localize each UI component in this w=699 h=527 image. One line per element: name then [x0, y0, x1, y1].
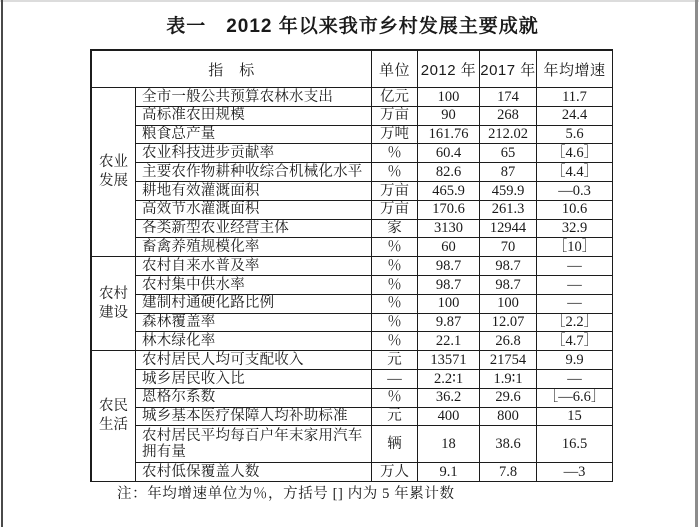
group-label-cell	[92, 351, 136, 482]
group-label-cell	[92, 257, 136, 351]
value-2017-cell: 21754	[480, 351, 537, 370]
unit-cell: ％	[372, 314, 418, 333]
header-indicator: 指 标	[92, 51, 372, 88]
unit-cell: ％	[372, 163, 418, 182]
table-row	[92, 182, 613, 201]
value-2017-cell: 261.3	[480, 201, 537, 220]
value-2012-cell: 98.7	[418, 276, 480, 295]
value-2017-cell: 459.9	[480, 182, 537, 201]
value-2017-cell: 12.07	[480, 314, 537, 333]
group-label: 农业发展	[99, 154, 128, 190]
indicator-cell: 农村居民平均每百户年末家用汽车拥有量	[136, 426, 372, 463]
table-row	[92, 238, 613, 257]
growth-cell: ［4.4］	[537, 163, 613, 182]
growth-cell: 11.7	[537, 88, 613, 107]
footnote: 注：年均增速单位为％，方括号 [] 内为 5 年累计数	[117, 486, 455, 502]
table-row	[92, 351, 613, 370]
unit-cell: 万人	[372, 463, 418, 482]
value-2012-cell: 3130	[418, 220, 480, 239]
indicator-cell: 森林覆盖率	[136, 314, 372, 333]
unit-cell: ％	[372, 257, 418, 276]
value-2012-cell: 22.1	[418, 332, 480, 351]
group-label-cell	[92, 88, 136, 257]
growth-cell: —	[537, 295, 613, 314]
indicator-cell: 高效节水灌溉面积	[136, 201, 372, 220]
value-2012-cell: 465.9	[418, 182, 480, 201]
unit-cell: ％	[372, 144, 418, 163]
value-2017-cell: 38.6	[480, 426, 537, 463]
page-title: 表一 2012 年以来我市乡村发展主要成就	[166, 16, 539, 37]
unit-cell: 亿元	[372, 88, 418, 107]
table-row	[92, 201, 613, 220]
group-label: 农民生活	[99, 398, 128, 433]
table-row	[92, 314, 613, 333]
indicator-cell: 恩格尔系数	[136, 389, 372, 408]
value-2017-cell: 1.9∶1	[480, 370, 537, 389]
table-row	[92, 389, 613, 408]
indicator-cell: 高标准农田规模	[136, 107, 372, 126]
table-row	[92, 463, 613, 482]
achievements-table-wrap	[90, 49, 613, 482]
value-2017-cell: 800	[480, 408, 537, 427]
table-row	[92, 370, 613, 389]
group-label: 农村建设	[99, 285, 128, 321]
indicator-cell: 农村低保覆盖人数	[136, 463, 372, 482]
value-2017-cell: 87	[480, 163, 537, 182]
value-2012-cell: 60.4	[418, 144, 480, 163]
header-row	[92, 51, 613, 88]
value-2012-cell: 170.6	[418, 201, 480, 220]
value-2012-cell: 13571	[418, 351, 480, 370]
growth-cell: 32.9	[537, 220, 613, 239]
growth-cell: —3	[537, 463, 613, 482]
indicator-cell: 城乡居民收入比	[136, 370, 372, 389]
unit-cell: 辆	[372, 426, 418, 463]
table-row	[92, 295, 613, 314]
indicator-cell: 农村居民人均可支配收入	[136, 351, 372, 370]
unit-cell: 家	[372, 220, 418, 239]
growth-cell: 5.6	[537, 126, 613, 145]
table-row	[92, 144, 613, 163]
growth-cell: ［4.7］	[537, 332, 613, 351]
unit-cell: 万吨	[372, 126, 418, 145]
unit-cell: ％	[372, 332, 418, 351]
indicator-cell: 主要农作物耕种收综合机械化水平	[136, 163, 372, 182]
growth-cell: ［—6.6］	[537, 389, 613, 408]
value-2012-cell: 9.1	[418, 463, 480, 482]
indicator-cell: 全市一般公共预算农林水支出	[136, 88, 372, 107]
value-2012-cell: 90	[418, 107, 480, 126]
growth-cell: 10.6	[537, 201, 613, 220]
table-row	[92, 220, 613, 239]
growth-cell: —	[537, 370, 613, 389]
value-2012-cell: 100	[418, 88, 480, 107]
unit-cell: 万亩	[372, 182, 418, 201]
indicator-cell: 城乡基本医疗保障人均补助标准	[136, 408, 372, 427]
value-2012-cell: 9.87	[418, 314, 480, 333]
table-row	[92, 426, 613, 463]
unit-cell: ％	[372, 295, 418, 314]
table-body	[92, 88, 613, 482]
value-2012-cell: 18	[418, 426, 480, 463]
indicator-cell: 农业科技进步贡献率	[136, 144, 372, 163]
growth-cell: —0.3	[537, 182, 613, 201]
table-row	[92, 257, 613, 276]
indicator-cell: 农村集中供水率	[136, 276, 372, 295]
indicator-cell: 林木绿化率	[136, 332, 372, 351]
unit-cell: 元	[372, 351, 418, 370]
header-year-2017: 2017 年	[480, 51, 537, 88]
table-row	[92, 276, 613, 295]
growth-cell: —	[537, 257, 613, 276]
value-2012-cell: 60	[418, 238, 480, 257]
value-2012-cell: 36.2	[418, 389, 480, 408]
growth-cell: —	[537, 276, 613, 295]
unit-cell: ％	[372, 389, 418, 408]
value-2017-cell: 98.7	[480, 257, 537, 276]
value-2012-cell: 100	[418, 295, 480, 314]
page-border-top	[0, 0, 699, 2]
value-2017-cell: 29.6	[480, 389, 537, 408]
indicator-cell: 农村自来水普及率	[136, 257, 372, 276]
unit-cell: 万亩	[372, 107, 418, 126]
unit-cell: 元	[372, 408, 418, 427]
value-2017-cell: 70	[480, 238, 537, 257]
growth-cell: 16.5	[537, 426, 613, 463]
table-row	[92, 126, 613, 145]
value-2012-cell: 161.76	[418, 126, 480, 145]
growth-cell: 9.9	[537, 351, 613, 370]
indicator-cell: 建制村通硬化路比例	[136, 295, 372, 314]
growth-cell: ［10］	[537, 238, 613, 257]
indicator-cell: 各类新型农业经营主体	[136, 220, 372, 239]
value-2017-cell: 268	[480, 107, 537, 126]
table-row	[92, 332, 613, 351]
growth-cell: 15	[537, 408, 613, 427]
growth-cell: ［2.2］	[537, 314, 613, 333]
header-year-2012: 2012 年	[418, 51, 480, 88]
indicator-cell: 粮食总产量	[136, 126, 372, 145]
value-2017-cell: 98.7	[480, 276, 537, 295]
value-2017-cell: 100	[480, 295, 537, 314]
unit-cell: ％	[372, 238, 418, 257]
value-2017-cell: 174	[480, 88, 537, 107]
table-row	[92, 408, 613, 427]
growth-cell: ［4.6］	[537, 144, 613, 163]
header-unit: 单位	[372, 51, 418, 88]
value-2017-cell: 7.8	[480, 463, 537, 482]
achievements-table	[92, 51, 613, 482]
value-2017-cell: 212.02	[480, 126, 537, 145]
indicator-cell: 畜禽养殖规模化率	[136, 238, 372, 257]
value-2017-cell: 26.8	[480, 332, 537, 351]
value-2012-cell: 400	[418, 408, 480, 427]
value-2017-cell: 12944	[480, 220, 537, 239]
indicator-cell: 耕地有效灌溉面积	[136, 182, 372, 201]
value-2012-cell: 82.6	[418, 163, 480, 182]
table-row	[92, 107, 613, 126]
unit-cell: ％	[372, 276, 418, 295]
header-growth: 年均增速	[537, 51, 613, 88]
unit-cell: —	[372, 370, 418, 389]
table-row	[92, 163, 613, 182]
growth-cell: 24.4	[537, 107, 613, 126]
table-row	[92, 88, 613, 107]
value-2012-cell: 98.7	[418, 257, 480, 276]
page-border-right	[695, 0, 698, 527]
value-2017-cell: 65	[480, 144, 537, 163]
unit-cell: 万亩	[372, 201, 418, 220]
page-border-left	[1, 0, 3, 527]
value-2012-cell: 2.2∶1	[418, 370, 480, 389]
